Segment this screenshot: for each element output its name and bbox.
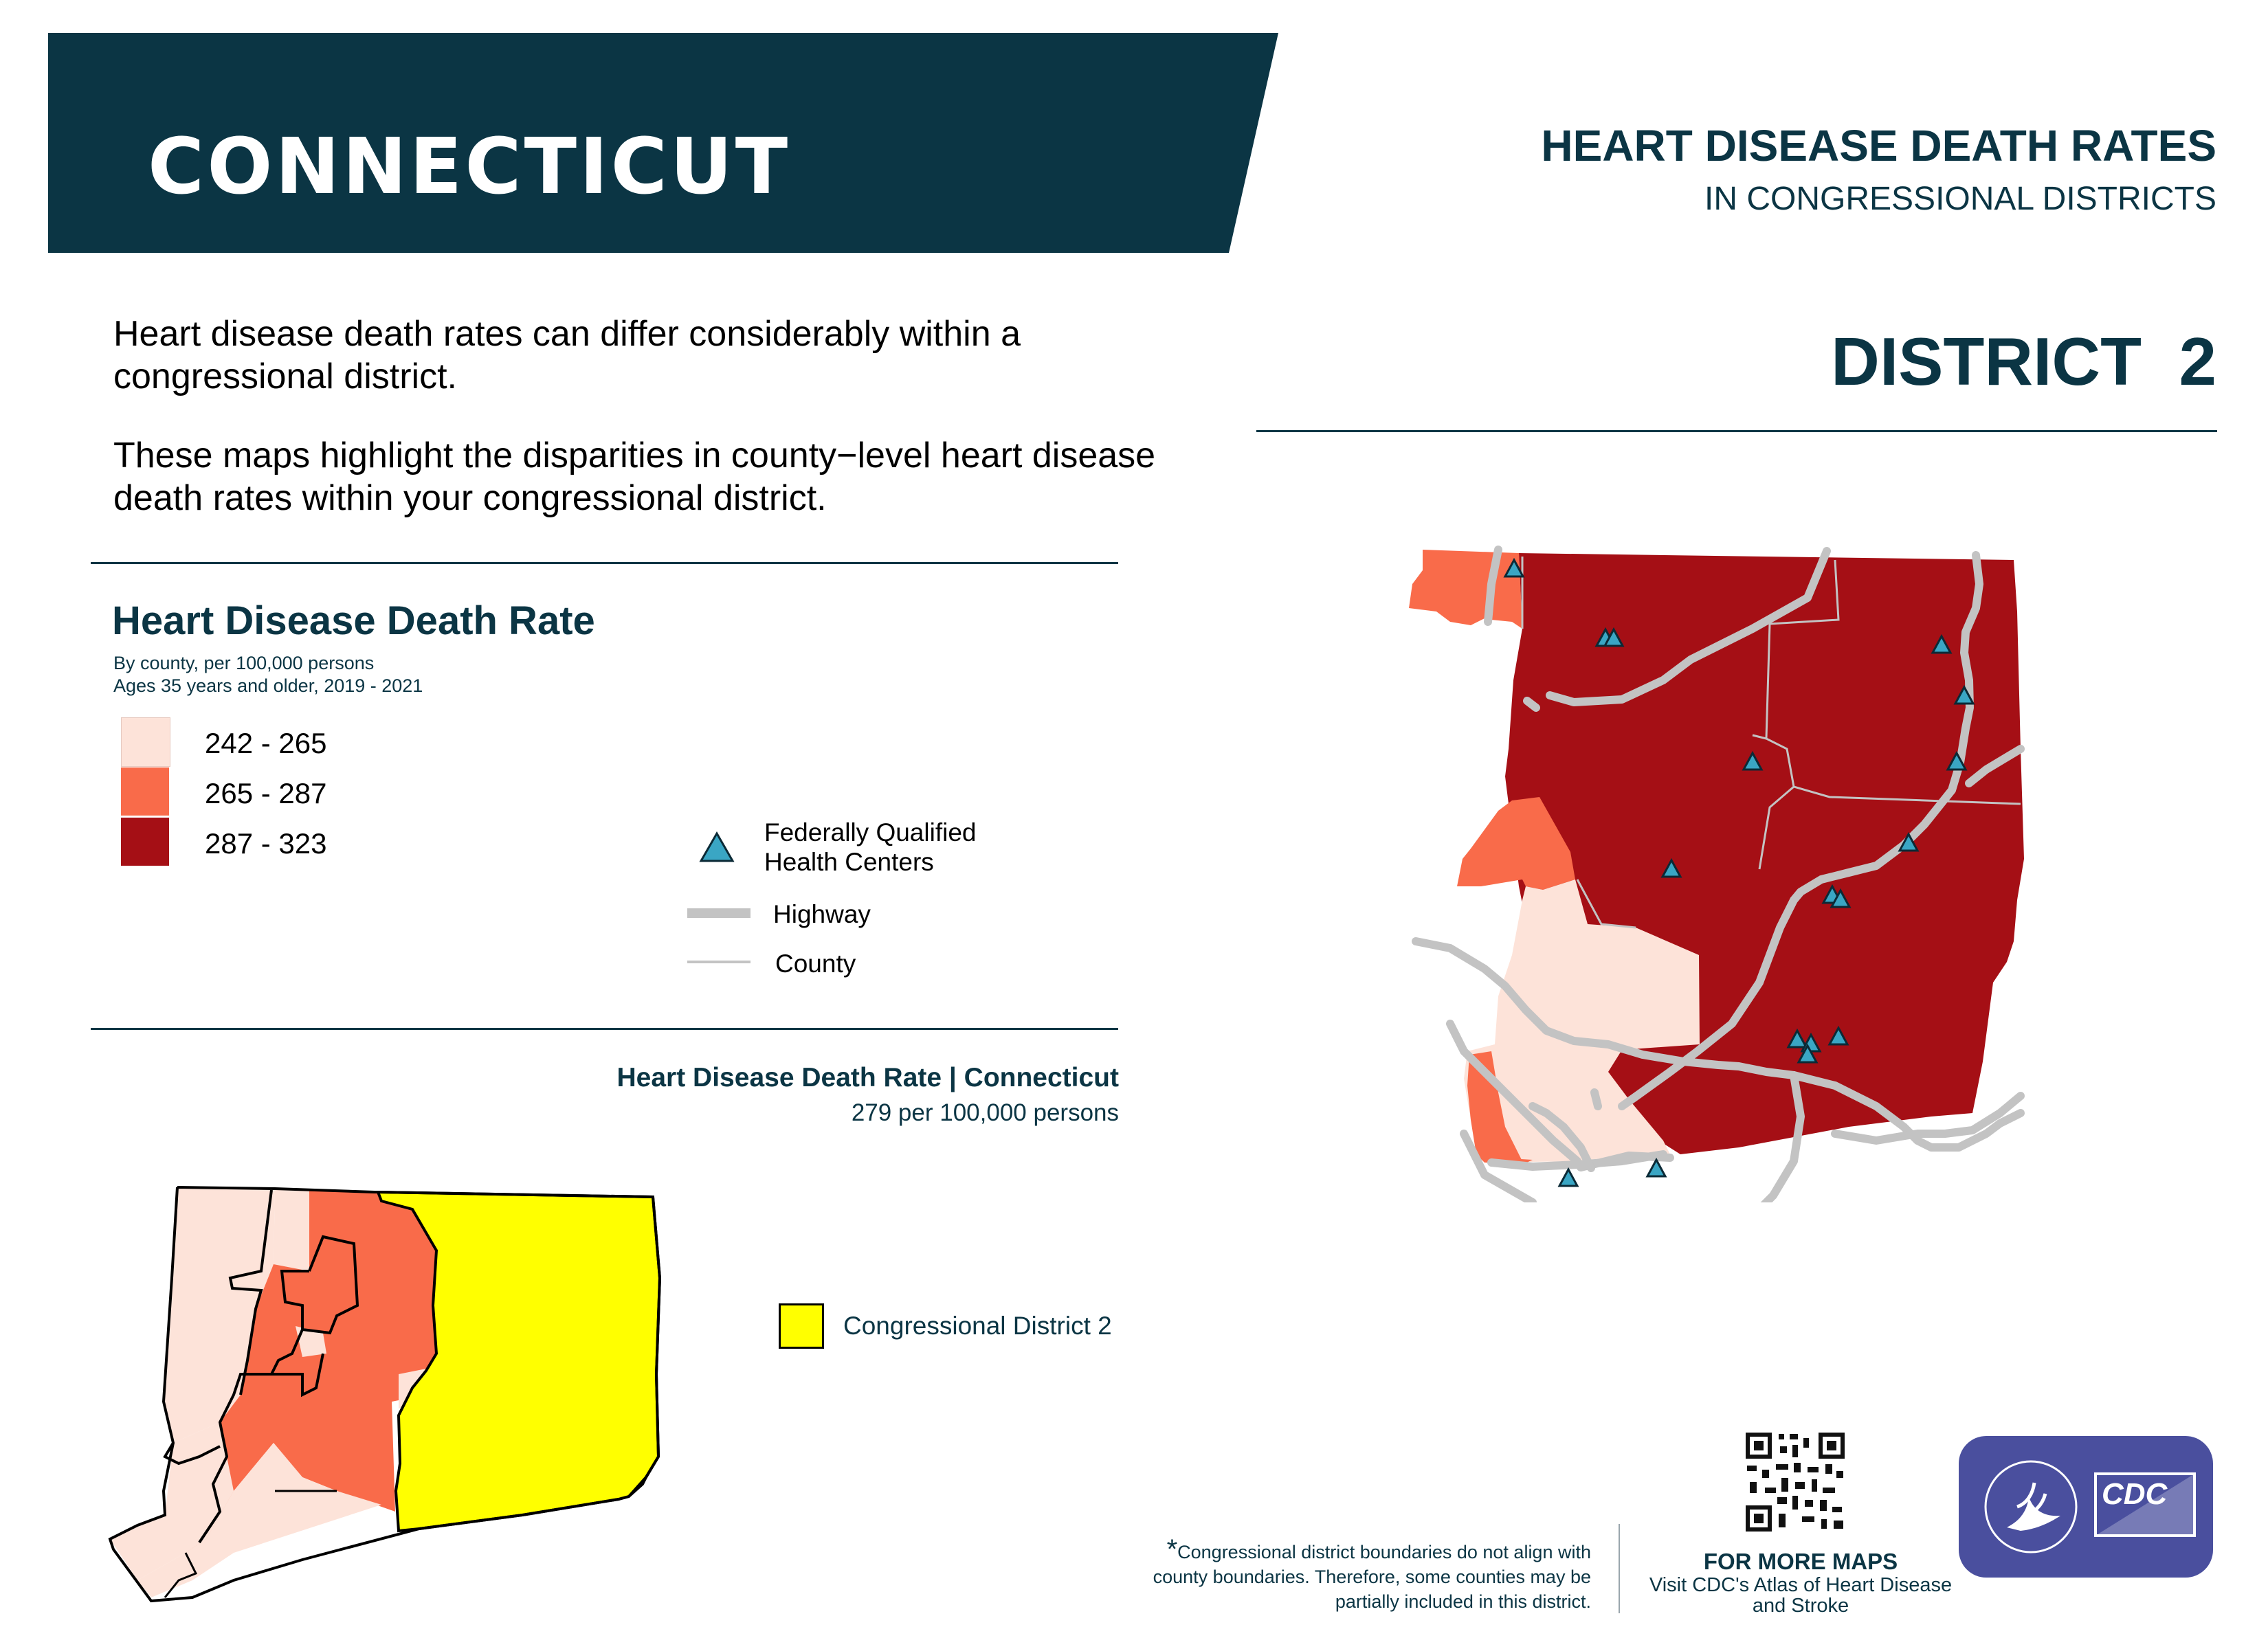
qr-code-icon[interactable] (1744, 1431, 1846, 1533)
legend-highway-label: Highway (773, 900, 871, 928)
highway (1527, 701, 1536, 708)
legend-label-low: 242 - 265 (205, 727, 327, 759)
state-rate-value: 279 per 100,000 persons (851, 1099, 1119, 1126)
highway-line-icon (687, 908, 751, 918)
highway (1594, 1092, 1598, 1106)
district-rule (1256, 430, 2217, 432)
intro-paragraph-2: These maps highlight the disparities in county−level heart disease death rates within your congressional district. (113, 436, 1156, 518)
page-subtitle: IN CONGRESSIONAL DISTRICTS (1704, 181, 2216, 217)
footer-divider (1619, 1524, 1620, 1613)
district-legend-label: Congressional District 2 (843, 1312, 1112, 1340)
legend-subtitle-2: Ages 35 years and older, 2019 - 2021 (113, 675, 423, 696)
legend-label-mid: 265 - 287 (205, 777, 327, 809)
footnote (1110, 1534, 1591, 1614)
district-label: DISTRICT 2 (1831, 324, 2216, 399)
hhs-cdc-logo (1959, 1436, 2213, 1578)
county-fill (1409, 550, 1522, 629)
legend-swatch-low (121, 717, 170, 767)
footnote-star: * (1166, 1534, 1178, 1564)
cdc-logo-text: CDC (2102, 1477, 2168, 1511)
state-rate-title: Heart Disease Death Rate | Connecticut (616, 1063, 1119, 1092)
fqhc-marker (1559, 1169, 1577, 1186)
fqhc-marker (1647, 1160, 1665, 1176)
more-maps-link[interactable]: Visit CDC's Atlas of Heart Disease and Stroke (1649, 1574, 1953, 1617)
state-name: CONNECTICUT (148, 122, 791, 212)
more-maps-heading: FOR MORE MAPS (1703, 1549, 1898, 1574)
legend-county-label: County (775, 950, 856, 978)
county-fill (274, 1189, 309, 1271)
legend-rule (91, 1028, 1118, 1030)
district-legend-swatch (779, 1303, 824, 1349)
legend-fqhc-label: Federally Qualified Health Centers (764, 818, 977, 876)
district-map (1395, 543, 2048, 1202)
state-inset-map (96, 1168, 674, 1608)
fqhc-triangle-icon (699, 831, 735, 863)
county-line-icon (687, 961, 751, 963)
legend-title: Heart Disease Death Rate (112, 598, 595, 643)
intro-rule (91, 562, 1118, 564)
legend-swatch-high (121, 818, 169, 866)
page-title: HEART DISEASE DEATH RATES (1541, 121, 2216, 170)
legend-subtitle-1: By county, per 100,000 persons (113, 653, 375, 673)
legend-swatch-mid (121, 767, 169, 816)
legend-label-high: 287 - 323 (205, 827, 327, 860)
footnote-text: Congressional district boundaries do not align with county boundaries. Therefore, some counties may be partially included in this district. (1153, 1542, 1591, 1612)
hhs-eagle-icon (1979, 1455, 2082, 1558)
intro-paragraph-1: Heart disease death rates can differ considerably within a congressional district. (113, 314, 1021, 396)
